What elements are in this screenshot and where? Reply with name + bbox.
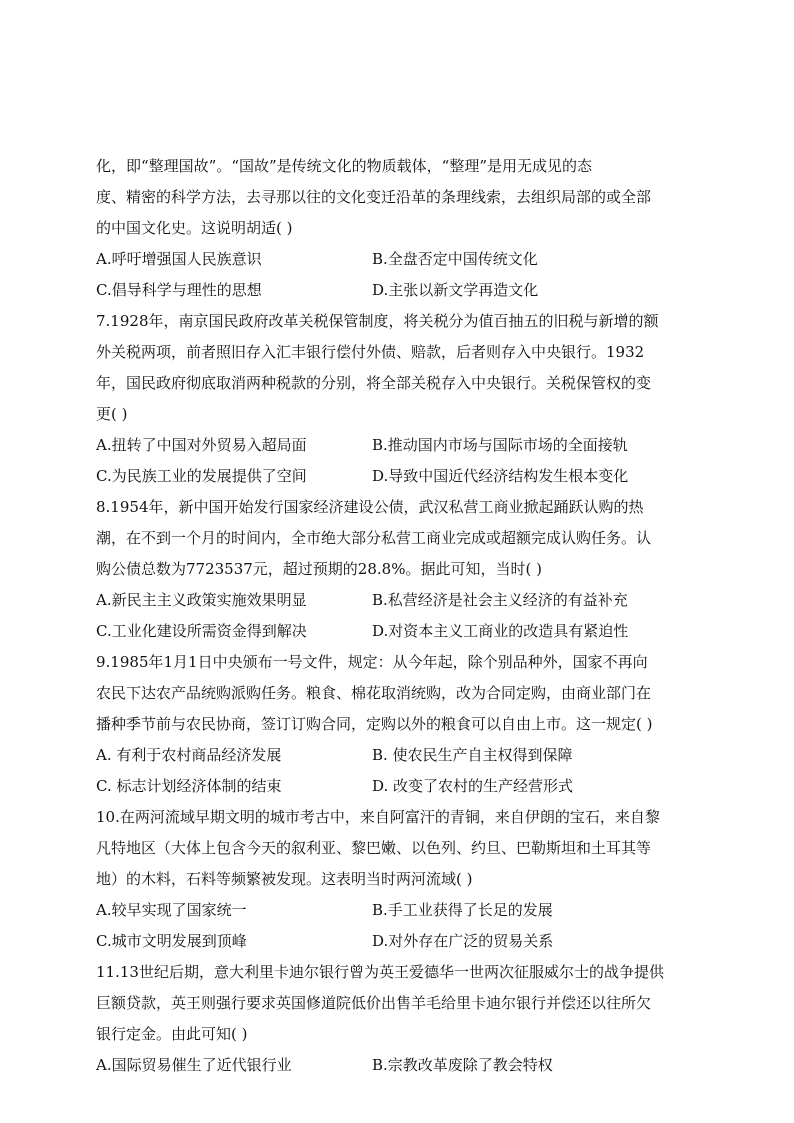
question-stem-line: 凡特地区（大体上包含今天的叙利亚、黎巴嫩、以色列、约旦、巴勒斯坦和土耳其等 bbox=[96, 839, 652, 857]
answer-option: C.城市文明发展到顶峰 bbox=[96, 932, 247, 950]
question-stem-line: 外关税两项，前者照旧存入汇丰银行偿付外债、赔款，后者则存入中央银行。1932 bbox=[96, 343, 645, 361]
answer-option: A. 有利于农村商品经济发展 bbox=[96, 746, 282, 764]
question-stem-line: 7.1928年，南京国民政府改革关税保管制度，将关税分为值百抽五的旧税与新增的额 bbox=[96, 312, 659, 330]
answer-option: A.新民主主义政策实施效果明显 bbox=[96, 591, 307, 609]
options-row bbox=[96, 275, 706, 306]
answer-option: D. 改变了农村的生产经营形式 bbox=[372, 777, 574, 795]
question-stem-line: 8.1954年，新中国开始发行国家经济建设公债，武汉私营工商业掀起踊跃认购的热 bbox=[96, 498, 644, 516]
answer-option: D.主张以新文学再造文化 bbox=[372, 281, 539, 299]
question-block bbox=[96, 647, 706, 802]
options-row bbox=[96, 244, 706, 275]
question-stem-line: 潮，在不到一个月的时间内，全市绝大部分私营工商业完成或超额完成认购任务。认 bbox=[96, 529, 652, 547]
question-stem-line: 10.在两河流域早期文明的城市考古中，来自阿富汗的青铜，来自伊朗的宝石，来自黎 bbox=[96, 808, 660, 826]
answer-option: C. 标志计划经济体制的结束 bbox=[96, 777, 282, 795]
options-row bbox=[96, 895, 706, 926]
question-stem-line: 度、精密的科学方法，去寻那以往的文化变迁沿革的条理线索，去组织局部的或全部 bbox=[96, 188, 652, 206]
question-block bbox=[96, 306, 706, 492]
answer-option: A.扭转了中国对外贸易入超局面 bbox=[96, 436, 307, 454]
exam-page bbox=[96, 151, 706, 1081]
answer-option: D.对资本主义工商业的改造具有紧迫性 bbox=[372, 622, 629, 640]
question-block bbox=[96, 802, 706, 957]
question-stem-line: 播种季节前与农民协商，签订订购合同，定购以外的粮食可以自由上市。这一规定( ) bbox=[96, 715, 653, 733]
question-stem-line: 9.1985年1月1日中央颁布一号文件，规定：从今年起，除个别品种外，国家不再向 bbox=[96, 653, 648, 671]
options-row bbox=[96, 430, 706, 461]
answer-option: A.较早实现了国家统一 bbox=[96, 901, 247, 919]
options-row bbox=[96, 616, 706, 647]
options-row bbox=[96, 1050, 706, 1081]
options-row bbox=[96, 740, 706, 771]
question-stem-line: 的中国文化史。这说明胡适( ) bbox=[96, 219, 293, 237]
answer-option: C.为民族工业的发展提供了空间 bbox=[96, 467, 307, 485]
options-row bbox=[96, 771, 706, 802]
answer-option: B.私营经济是社会主义经济的有益补充 bbox=[372, 591, 628, 609]
question-stem-line: 更( ) bbox=[96, 405, 128, 423]
question-stem-line: 地）的木料，石料等频繁被发现。这表明当时两河流域( ) bbox=[96, 870, 473, 888]
options-row bbox=[96, 926, 706, 957]
question-block bbox=[96, 957, 706, 1081]
question-stem-line: 年，国民政府彻底取消两种税款的分别，将全部关税存入中央银行。关税保管权的变 bbox=[96, 374, 652, 392]
answer-option: A.呼吁增强国人民族意识 bbox=[96, 250, 262, 268]
answer-option: B.宗教改革废除了教会特权 bbox=[372, 1056, 553, 1074]
answer-option: D.导致中国近代经济结构发生根本变化 bbox=[372, 467, 629, 485]
answer-option: B.推动国内市场与国际市场的全面接轨 bbox=[372, 436, 628, 454]
question-stem-line: 巨额贷款，英王则强行要求英国修道院低价出售羊毛给里卡迪尔银行并偿还以往所欠 bbox=[96, 994, 652, 1012]
answer-option: A.国际贸易催生了近代银行业 bbox=[96, 1056, 292, 1074]
answer-option: B.全盘否定中国传统文化 bbox=[372, 250, 538, 268]
question-stem-line: 银行定金。由此可知( ) bbox=[96, 1025, 248, 1043]
question-stem-line: 化，即“整理国故”。“国故”是传统文化的物质载体，“整理”是用无成见的态 bbox=[96, 157, 593, 175]
answer-option: C.倡导科学与理性的思想 bbox=[96, 281, 262, 299]
question-stem-line: 11.13世纪后期，意大利里卡迪尔银行曾为英王爱德华一世两次征服威尔士的战争提供 bbox=[96, 963, 664, 981]
options-row bbox=[96, 585, 706, 616]
options-row bbox=[96, 461, 706, 492]
answer-option: B.手工业获得了长足的发展 bbox=[372, 901, 553, 919]
answer-option: B. 使农民生产自主权得到保障 bbox=[372, 746, 573, 764]
question-stem-line: 购公债总数为7723537元，超过预期的28.8%。据此可知，当时( ) bbox=[96, 560, 542, 578]
question-block bbox=[96, 151, 706, 306]
question-stem-line: 农民下达农产品统购派购任务。粮食、棉花取消统购，改为合同定购，由商业部门在 bbox=[96, 684, 652, 702]
question-block bbox=[96, 492, 706, 647]
answer-option: D.对外存在广泛的贸易关系 bbox=[372, 932, 554, 950]
answer-option: C.工业化建设所需资金得到解决 bbox=[96, 622, 307, 640]
